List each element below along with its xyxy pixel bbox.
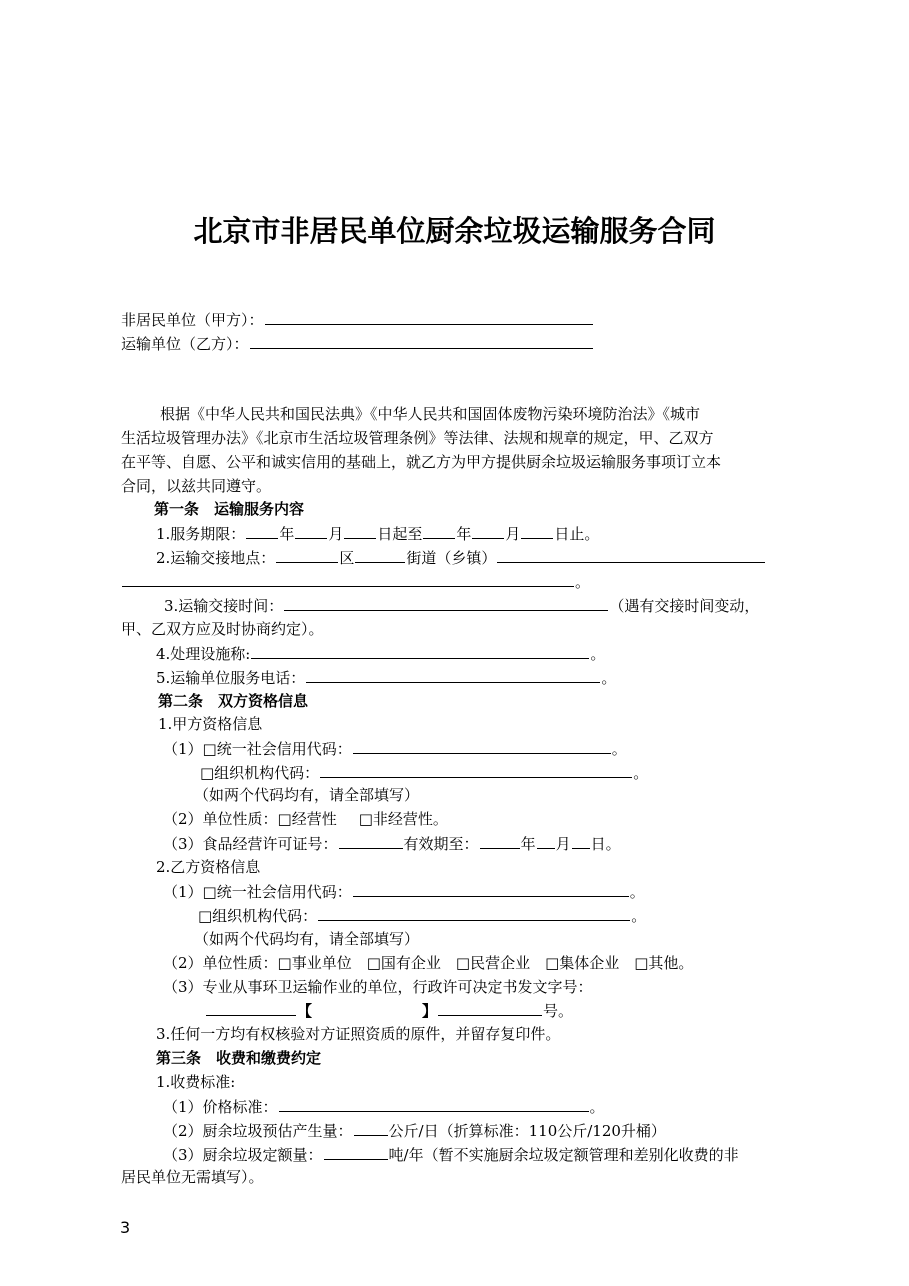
day-from-text: 日起至 xyxy=(377,525,423,543)
year-text: 年 xyxy=(279,525,295,543)
article3-heading: 第三条 收费和缴费约定 xyxy=(156,1049,322,1067)
term-to-day[interactable] xyxy=(521,522,553,539)
service-phone-blank[interactable] xyxy=(306,666,600,683)
a-org-code-blank[interactable] xyxy=(320,761,632,778)
year-text: 年 xyxy=(456,525,472,543)
address-blank[interactable] xyxy=(122,570,574,587)
a-org-code-line xyxy=(200,761,648,784)
term-to-year[interactable] xyxy=(423,522,455,539)
price-standard-line xyxy=(163,1095,605,1118)
intro-line-3: 在平等、自愿、公平和诚实信用的基础上，就乙方为甲方提供厨余垃圾运输服务事项订立本 xyxy=(121,453,722,471)
article1-heading: 第一条 运输服务内容 xyxy=(154,500,305,518)
period-text: 。 xyxy=(629,883,645,901)
a-license-blank[interactable] xyxy=(339,832,403,849)
a-license-label: （3）食品经营许可证号： xyxy=(163,835,338,853)
estimated-volume-label: （2）厨余垃圾预估产生量： xyxy=(163,1122,353,1140)
party-a-blank[interactable] xyxy=(265,308,593,325)
handover-location-line-2 xyxy=(121,570,590,593)
page-number: 3 xyxy=(120,1218,131,1237)
month-text: 月 xyxy=(555,835,571,853)
period-text: 。 xyxy=(590,645,606,663)
party-a-label: 非居民单位（甲方）： xyxy=(121,311,264,329)
a-valid-label: 有效期至： xyxy=(403,835,479,853)
a-org-code-label: □组织机构代码： xyxy=(200,764,320,782)
quota-line-2: 居民单位无需填写）。 xyxy=(121,1168,264,1186)
year-text: 年 xyxy=(520,835,536,853)
handover-time-blank[interactable] xyxy=(284,594,608,611)
facility-line xyxy=(156,642,605,665)
price-standard-label: （1）价格标准： xyxy=(163,1098,278,1116)
b-credit-code-blank[interactable] xyxy=(353,880,629,897)
permit-number-blank[interactable] xyxy=(438,999,542,1016)
a-credit-code-blank[interactable] xyxy=(353,737,611,754)
handover-time-label: 3.运输交接时间： xyxy=(164,597,284,615)
quota-label: （3）厨余垃圾定额量： xyxy=(163,1146,323,1164)
term-to-month[interactable] xyxy=(472,522,504,539)
handover-time-line xyxy=(164,594,759,617)
party-a-line xyxy=(121,308,594,331)
b-nature-label: （2）单位性质： xyxy=(163,954,278,972)
b-nature-options[interactable]: □事业单位 □国有企业 □民营企业 □集体企业 □其他。 xyxy=(277,954,694,972)
party-b-qualification-title: 2.乙方资格信息 xyxy=(156,858,261,876)
intro-line-1: 根据《中华人民共和国民法典》《中华人民共和国固体废物污染环境防治法》《城市 xyxy=(160,405,701,423)
district-text: 区 xyxy=(339,549,355,567)
a-nature-label[interactable]: （2）单位性质：□经营性 xyxy=(163,810,337,828)
quota-blank[interactable] xyxy=(324,1143,388,1160)
party-b-line xyxy=(121,332,594,355)
handover-time-note-2: 甲、乙双方应及时协商约定）。 xyxy=(121,620,324,638)
a-valid-month[interactable] xyxy=(537,832,555,849)
intro-line-2: 生活垃圾管理办法》《北京市生活垃圾管理条例》等法律、法规和规章的规定，甲、乙双方 xyxy=(121,429,714,447)
estimated-volume-line xyxy=(163,1119,666,1142)
b-credit-code-label: （1）□统一社会信用代码： xyxy=(163,883,352,901)
quota-line xyxy=(163,1143,739,1166)
b-code-note: （如两个代码均有，请全部填写） xyxy=(194,930,420,948)
party-a-qualification-title: 1.甲方资格信息 xyxy=(158,715,263,733)
a-valid-day[interactable] xyxy=(572,832,590,849)
b-permit-number-line xyxy=(205,999,573,1022)
intro-line-4: 合同，以兹共同遵守。 xyxy=(121,477,272,495)
document-title: 北京市非居民单位厨余垃圾运输服务合同 xyxy=(193,214,716,248)
period-text: 。 xyxy=(631,907,647,925)
b-org-code-label: □组织机构代码： xyxy=(198,907,318,925)
article2-heading: 第二条 双方资格信息 xyxy=(158,692,309,710)
term-from-year[interactable] xyxy=(246,522,278,539)
period-text: 。 xyxy=(575,573,591,591)
bracket-open: 【 xyxy=(297,1002,313,1020)
fee-standard-title: 1.收费标准: xyxy=(156,1073,236,1091)
verify-clause: 3.任何一方均有权核验对方证照资质的原件，并留存复印件。 xyxy=(156,1025,561,1043)
a-code-note: （如两个代码均有，请全部填写） xyxy=(194,786,420,804)
b-nature-line xyxy=(163,952,693,974)
service-term-line xyxy=(156,522,599,545)
month-text: 月 xyxy=(328,525,344,543)
bracket-close: 】 xyxy=(422,1002,438,1020)
facility-label: 4.处理设施称: xyxy=(156,645,251,663)
price-standard-blank[interactable] xyxy=(279,1095,589,1112)
period-text: 。 xyxy=(589,1098,605,1116)
handover-location-line xyxy=(156,546,766,569)
estimated-volume-blank[interactable] xyxy=(354,1119,388,1136)
b-org-code-line xyxy=(198,904,646,927)
a-valid-year[interactable] xyxy=(480,832,520,849)
town-blank[interactable] xyxy=(497,546,765,563)
a-license-line xyxy=(163,832,621,855)
handover-location-label: 2.运输交接地点： xyxy=(156,549,276,567)
handover-time-note: （遇有交接时间变动， xyxy=(609,597,760,615)
party-b-blank[interactable] xyxy=(250,332,593,349)
a-credit-code-line xyxy=(163,737,627,760)
party-b-label: 运输单位（乙方）： xyxy=(121,335,249,353)
day-end-text: 日止。 xyxy=(554,525,600,543)
permit-prefix-blank[interactable] xyxy=(206,999,296,1016)
a-nature-nonprofit-checkbox[interactable]: □非经营性。 xyxy=(358,810,448,828)
a-nature-line xyxy=(163,808,448,830)
street-blank[interactable] xyxy=(355,546,405,563)
term-from-month[interactable] xyxy=(295,522,327,539)
term-from-day[interactable] xyxy=(344,522,376,539)
b-org-code-blank[interactable] xyxy=(318,904,630,921)
month-text: 月 xyxy=(505,525,521,543)
service-term-label: 1.服务期限： xyxy=(156,525,246,543)
service-phone-label: 5.运输单位服务电话： xyxy=(156,669,306,687)
period-text: 。 xyxy=(601,669,617,687)
b-credit-code-line xyxy=(163,880,645,903)
day-text: 日。 xyxy=(590,835,621,853)
district-blank[interactable] xyxy=(276,546,338,563)
b-permit-line: （3）专业从事环卫运输作业的单位，行政许可决定书发文字号： xyxy=(163,978,593,996)
period-text: 。 xyxy=(611,740,627,758)
a-credit-code-label: （1）□统一社会信用代码： xyxy=(163,740,352,758)
facility-blank[interactable] xyxy=(251,642,589,659)
period-text: 。 xyxy=(633,764,649,782)
number-suffix: 号。 xyxy=(543,1002,574,1020)
service-phone-line xyxy=(156,666,616,689)
quota-suffix: 吨/年（暂不实施厨余垃圾定额管理和差别化收费的非 xyxy=(388,1146,739,1164)
street-text: 街道（乡镇） xyxy=(406,549,497,567)
estimated-volume-suffix: 公斤/日（折算标准：110公斤/120升桶） xyxy=(388,1122,666,1140)
